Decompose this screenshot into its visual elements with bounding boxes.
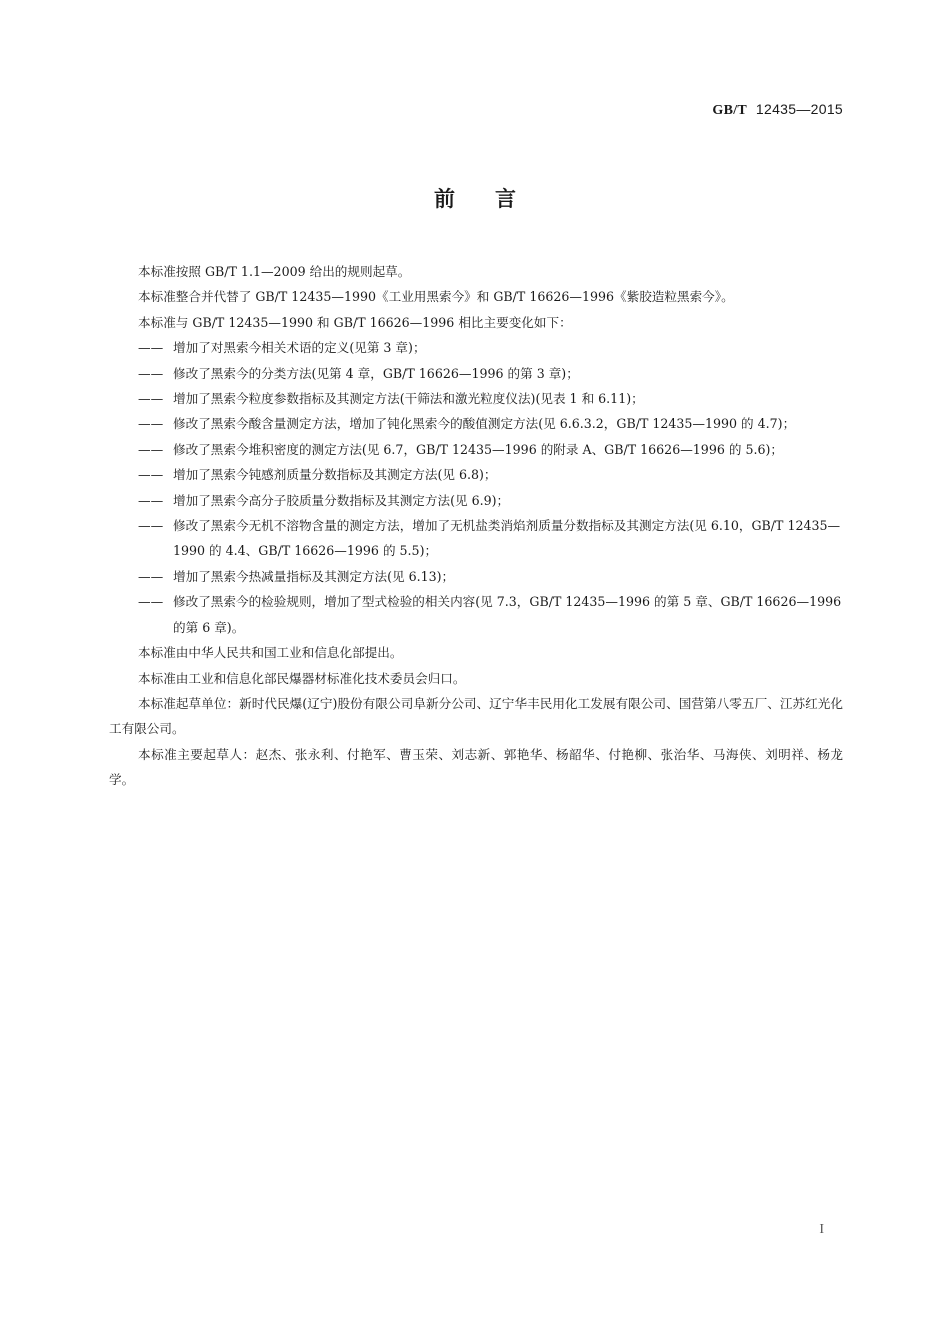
dash-marker: —— xyxy=(138,365,164,381)
change-item xyxy=(109,488,843,513)
change-text: 增加了黑索今钝感剂质量分数指标及其测定方法(见 6.8)； xyxy=(173,467,497,483)
change-text: 增加了黑索今粒度参数指标及其测定方法(干筛法和激光粒度仪法)(见表 1 和 6.11)； xyxy=(173,391,644,407)
change-item xyxy=(109,564,843,589)
change-item xyxy=(109,361,843,386)
paragraph-drafters: 本标准主要起草人：赵杰、张永利、付艳军、曹玉荣、刘志新、郭艳华、杨韶华、付艳柳、张治华、马海侠、刘明祥、杨龙学。 xyxy=(109,746,843,788)
paragraph-drafting-units: 本标准起草单位：新时代民爆(辽宁)股份有限公司阜新分公司、辽宁华丰民用化工发展有限公司、国营第八零五厂、江苏红光化工有限公司。 xyxy=(109,695,843,737)
dash-marker: —— xyxy=(138,594,164,610)
dash-marker: —— xyxy=(138,416,164,432)
change-item xyxy=(109,335,843,360)
standard-code xyxy=(712,101,843,119)
change-item xyxy=(109,513,843,564)
change-text: 修改了黑索今的检验规则，增加了型式检验的相关内容(见 7.3，GB/T 12435—1996 的第 5 章、GB/T 16626—1996 的第 6 章)。 xyxy=(173,594,842,635)
page-title: 前言 xyxy=(434,187,556,211)
page-number: I xyxy=(819,1222,824,1237)
dash-marker: —— xyxy=(138,391,164,407)
change-item xyxy=(109,589,843,640)
change-text: 增加了对黑索今相关术语的定义(见第 3 章)； xyxy=(173,340,426,356)
paragraph-proposer: 本标准由中华人民共和国工业和信息化部提出。 xyxy=(138,645,403,661)
change-text: 增加了黑索今热减量指标及其测定方法(见 6.13)； xyxy=(173,568,455,584)
change-text: 增加了黑索今高分子胶质量分数指标及其测定方法(见 6.9)； xyxy=(173,492,510,508)
paragraph-changes-intro: 本标准与 GB/T 12435—1990 和 GB/T 16626—1996 相比主要变化如下： xyxy=(138,314,572,330)
paragraph-drafting-rules: 本标准按照 GB/T 1.1—2009 给出的规则起草。 xyxy=(138,264,411,279)
standard-prefix: GB/T xyxy=(712,103,748,118)
dash-marker: —— xyxy=(138,492,164,508)
paragraph-committee: 本标准由工业和信息化部民爆器材标准化技术委员会归口。 xyxy=(138,670,466,686)
dash-marker: —— xyxy=(138,518,164,534)
standard-number: 12435—2015 xyxy=(755,101,843,117)
dash-marker: —— xyxy=(138,467,164,483)
dash-marker: —— xyxy=(138,340,164,356)
dash-marker: —— xyxy=(138,441,164,457)
change-text: 修改了黑索今无机不溶物含量的测定方法，增加了无机盐类消焰剂质量分数指标及其测定方法(见 6.10，GB/T 12435—1990 的 4.4、GB/T 16626—1996 的 5.5)； xyxy=(173,518,841,559)
change-item xyxy=(109,411,843,436)
change-item xyxy=(109,386,843,411)
change-item xyxy=(109,462,843,487)
paragraph-replaces: 本标准整合并代替了 GB/T 12435—1990《工业用黑索今》和 GB/T 16626—1996《紫胶造粒黑索今》。 xyxy=(138,289,734,305)
change-text: 修改了黑索今堆积密度的测定方法(见 6.7，GB/T 12435—1996 的附录 A、GB/T 16626—1996 的 5.6)； xyxy=(173,441,783,457)
change-text: 修改了黑索今的分类方法(见第 4 章，GB/T 16626—1996 的第 3 章)； xyxy=(173,365,579,381)
change-text: 修改了黑索今酸含量测定方法，增加了钝化黑索今的酸值测定方法(见 6.6.3.2，GB/T 12435—1990 的 4.7)； xyxy=(173,416,796,432)
dash-marker: —— xyxy=(138,568,164,584)
foreword-body xyxy=(109,259,843,793)
change-item xyxy=(109,437,843,462)
